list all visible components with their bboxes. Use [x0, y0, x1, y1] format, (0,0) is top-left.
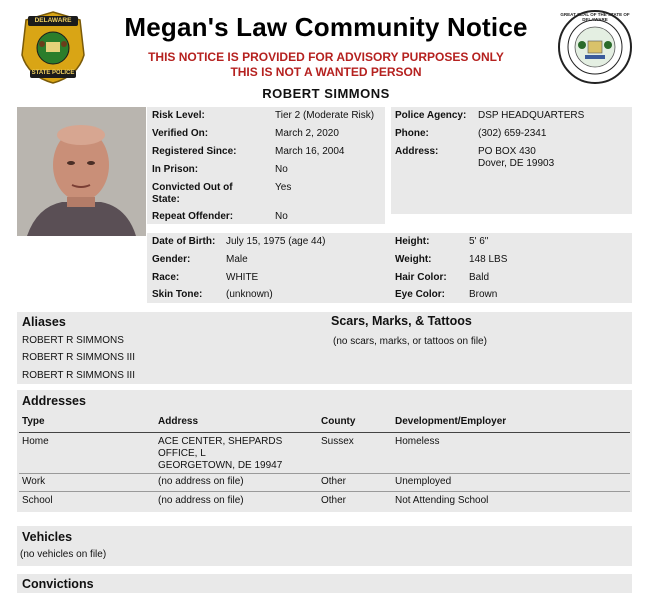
address-type: Work [22, 476, 46, 487]
address-line: ACE CENTER, SHEPARDS [158, 436, 283, 447]
hair-label: Hair Color: [395, 272, 447, 283]
risk-level-label: Risk Level: [152, 110, 205, 121]
risk-level-value: Tier 2 (Moderate Risk) [275, 110, 375, 121]
addresses-panel [17, 390, 632, 512]
convicted-label-line1: Convicted Out of [152, 182, 233, 193]
registered-label: Registered Since: [152, 146, 237, 157]
verified-label: Verified On: [152, 128, 209, 139]
vehicles-text: (no vehicles on file) [20, 549, 107, 560]
skin-value: (unknown) [226, 289, 273, 300]
address-line: (no address on file) [158, 495, 244, 506]
person-photo [17, 107, 146, 236]
address-type: School [22, 495, 53, 506]
address-county: Sussex [321, 436, 354, 447]
page-title: Megan's Law Community Notice [124, 12, 528, 42]
in-prison-label: In Prison: [152, 164, 199, 175]
phone-value: (302) 659-2341 [478, 128, 547, 139]
row-divider [19, 491, 630, 492]
address-employer: Homeless [395, 436, 440, 447]
aliases-heading: Aliases [22, 315, 66, 329]
badge-bottom-text: STATE POLICE [31, 70, 75, 76]
verified-value: March 2, 2020 [275, 128, 339, 139]
agency-value: DSP HEADQUARTERS [478, 110, 585, 121]
agency-address-line2: Dover, DE 19903 [478, 158, 555, 169]
person-name: ROBERT SIMMONS [262, 86, 390, 101]
alias-item: ROBERT R SIMMONS [22, 335, 124, 346]
physical-panel [147, 233, 632, 303]
dob-label: Date of Birth: [152, 236, 216, 247]
state-seal [557, 9, 633, 85]
repeat-label: Repeat Offender: [152, 211, 234, 222]
scars-heading: Scars, Marks, & Tattoos [331, 314, 472, 328]
race-label: Race: [152, 272, 180, 283]
weight-label: Weight: [395, 254, 432, 265]
column-header-type: Type [22, 416, 45, 427]
race-value: WHITE [226, 272, 259, 283]
advisory-line-1: THIS NOTICE IS PROVIDED FOR ADVISORY PURPOSES ONLY [148, 50, 504, 64]
column-header-county: County [321, 416, 356, 427]
address-line: OFFICE, L [158, 448, 206, 459]
gender-value: Male [226, 254, 248, 265]
gender-label: Gender: [152, 254, 191, 265]
dob-value: July 15, 1975 (age 44) [226, 236, 326, 247]
scars-text: (no scars, marks, or tattoos on file) [333, 336, 487, 347]
addresses-heading: Addresses [22, 394, 86, 408]
phone-label: Phone: [395, 128, 429, 139]
weight-value: 148 LBS [469, 254, 508, 265]
address-type: Home [22, 436, 49, 447]
convicted-label-line2: State: [152, 194, 180, 205]
height-value: 5' 6" [469, 236, 489, 247]
address-line: (no address on file) [158, 476, 244, 487]
address-employer: Unemployed [395, 476, 452, 487]
in-prison-value: No [275, 164, 288, 175]
address-county: Other [321, 495, 347, 506]
alias-item: ROBERT R SIMMONS III [22, 370, 135, 381]
alias-item: ROBERT R SIMMONS III [22, 352, 135, 363]
skin-label: Skin Tone: [152, 289, 203, 300]
seal-ring-text: GREAT SEAL OF THE STATE OF DELAWARE [560, 12, 630, 22]
eye-label: Eye Color: [395, 289, 446, 300]
address-employer: Not Attending School [395, 495, 489, 506]
height-label: Height: [395, 236, 430, 247]
hair-value: Bald [469, 272, 490, 283]
agency-address-label: Address: [395, 146, 439, 157]
agency-address-line1: PO BOX 430 [478, 146, 536, 157]
advisory-line-2: THIS IS NOT A WANTED PERSON [230, 65, 422, 79]
convictions-panel [17, 574, 632, 593]
convictions-heading: Convictions [22, 577, 94, 591]
eye-value: Brown [469, 289, 498, 300]
address-county: Other [321, 476, 347, 487]
vehicles-panel [17, 526, 632, 566]
column-header-employer: Development/Employer [395, 416, 507, 427]
row-divider [19, 473, 630, 474]
agency-label: Police Agency: [395, 110, 467, 121]
repeat-value: No [275, 211, 288, 222]
column-header-address: Address [158, 416, 199, 427]
registered-value: March 16, 2004 [275, 146, 345, 157]
address-line: GEORGETOWN, DE 19947 [158, 460, 283, 471]
vehicles-heading: Vehicles [22, 530, 73, 544]
badge-top-text: DELAWARE [34, 17, 72, 24]
convicted-value: Yes [275, 182, 292, 193]
table-header-rule [19, 432, 630, 433]
